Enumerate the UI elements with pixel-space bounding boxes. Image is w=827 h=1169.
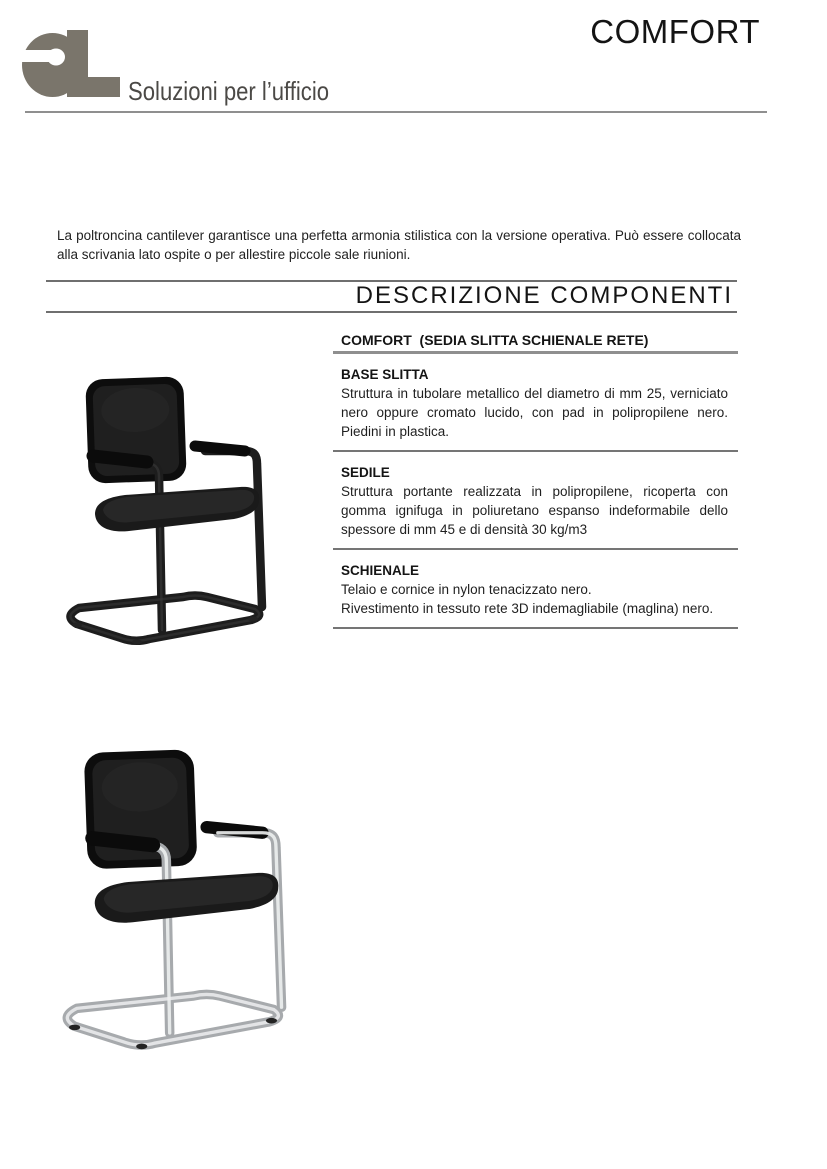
section-title: BASE SLITTA [341,367,429,382]
components-column [333,332,738,629]
logo-e-counter [47,49,65,66]
chair-photo-black-frame [55,352,307,647]
banner-rule-bottom [46,311,737,313]
chair-armrest-near [93,456,147,462]
el-logo-icon [20,28,122,100]
section-title: SCHIENALE [341,563,420,578]
section-body-line: Rivestimento in tessuto rete 3D indemagliabile (maglina) nero. [341,601,714,616]
component-section-sedile [333,464,738,539]
components-heading-rule [333,351,738,354]
el-logo-glyphs [22,30,120,97]
section-divider [333,627,738,629]
chair-armrest-near [93,838,153,845]
chair-armrest-far [195,446,245,451]
chair-photo-chrome-frame [50,722,340,1052]
chair-backrest [84,749,198,869]
section-divider [333,548,738,550]
section-divider [333,450,738,452]
logo-tagline: Soluzioni per l’ufficio [128,76,330,106]
section-body: Struttura in tubolare metallico del diametro di mm 25, verniciato nero oppure cromato lucido, con pad in polipropilene nero. Piedini in plastica. [341,386,728,439]
component-section-base-slitta [333,366,738,441]
chair-backrest [85,376,187,483]
components-heading: COMFORT (SEDIA SLITTA SCHIENALE RETE) [341,332,649,348]
chair-frame-far [205,451,262,607]
component-section-schienale [333,562,738,618]
banner-title: DESCRIZIONE COMPONENTI [355,282,733,309]
header-rule [25,111,767,113]
section-body-line: Telaio e cornice in nylon tenacizzato nero. [341,582,592,597]
section-title: SEDILE [341,465,390,480]
intro-paragraph: La poltroncina cantilever garantisce una perfetta armonia stilistica con la versione operativa. Può essere collocata alla scrivania lato ospite o per allestire piccole sale riunioni. [57,227,741,262]
page-title: COMFORT [590,13,760,50]
chair-frame-far [218,833,282,1008]
section-body: Struttura portante realizzata in polipropilene, ricoperta con gomma ignifuga in poliuretano espanso indeformabile dello spessore di mm 45 e di densità 30 kg/m3 [341,484,728,537]
